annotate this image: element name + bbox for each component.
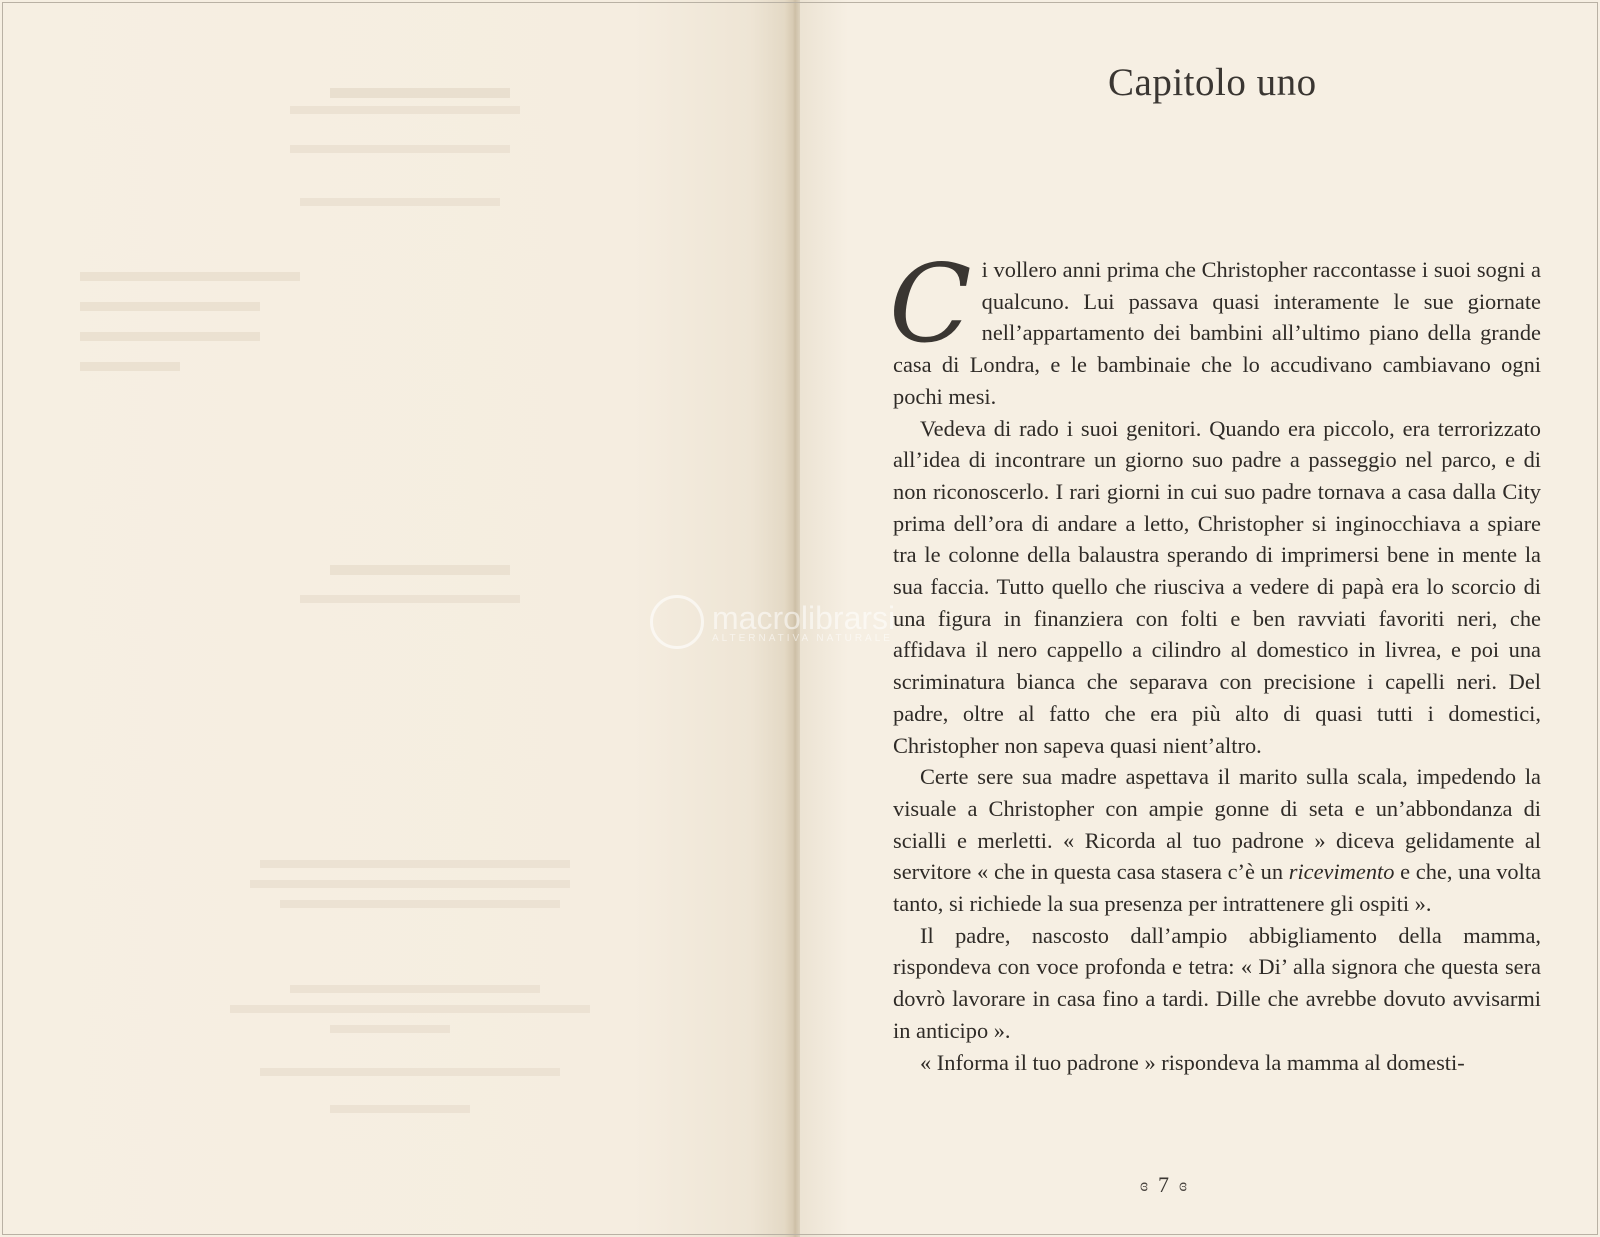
watermark-tagline: ALTERNATIVA NATURALE (712, 633, 893, 644)
paragraph-4: Il padre, nascosto dall’ampio abbigliamento della mamma, rispondeva con voce profonda e tetra: « Di’ alla signora che questa sera dovrò lavorare in casa fino a tardi. Dille che avrebbe dovuto avvisarmi in anticipo ». (893, 922, 1541, 1043)
watermark-logo-icon (650, 595, 704, 649)
paragraph-2: Vedeva di rado i suoi genitori. Quando era piccolo, era terrorizzato all’idea di incontrare un giorno suo padre a passeggio nel parco, e di non riconoscerlo. I rari giorni in cui suo padre tornava a casa dalla City prima dell’ora di andare a letto, Christopher si inginocchiava a spiare tra le colonne della balaustra sperando di imprimersi bene in mente la sua faccia. Tutto quello che riusciva a vedere di papà era lo scorcio di una figura in finanziera con folti e ben ravviati favoriti neri, che affidava il nero cappello a cilindro al domestico in livrea, e poi una scriminatura bianca che separava con precisione i capelli neri. Del padre, oltre al fatto che era più alto di quasi tutti i domestici, Christopher non sapeva quasi nient’altro. (893, 415, 1541, 758)
page-number: 7 (1157, 1172, 1169, 1197)
paragraph-3: Certe sere sua madre aspettava il marito sulla scala, impedendo la visuale a Christopher con ampie gonne di seta e un’abbondanza di scialli e merletti. « Ricorda al tuo padrone » diceva gelidamente al servitore « che in questa casa stasera c’è un ricevimento e che, una volta tanto, si richiede la sua presenza per intrattenere gli ospiti ». (893, 764, 1541, 917)
watermark-brand: macrolibrarsi (712, 600, 896, 636)
ornament-left-icon: ɞ (1140, 1174, 1148, 1195)
chapter-title: Capitolo uno (1108, 61, 1317, 104)
paragraph-1: Ci vollero anni prima che Christopher raccontasse i suoi sogni a qualcuno. Lui passava quasi interamente le sue giornate nell’appartamento dei bambini all’ultimo piano della grande casa di Londra, e le bambinaie che lo accudivano cambiavano ogni pochi mesi. (889, 242, 1541, 409)
drop-cap: C (889, 242, 972, 367)
body-text (889, 242, 1541, 1078)
page-footer (1140, 1172, 1340, 1198)
paragraph-5: « Informa il tuo padrone » rispondeva la mamma al domesti- (920, 1049, 1465, 1075)
ornament-right-icon: ɞ (1178, 1174, 1187, 1195)
watermark (650, 592, 980, 652)
